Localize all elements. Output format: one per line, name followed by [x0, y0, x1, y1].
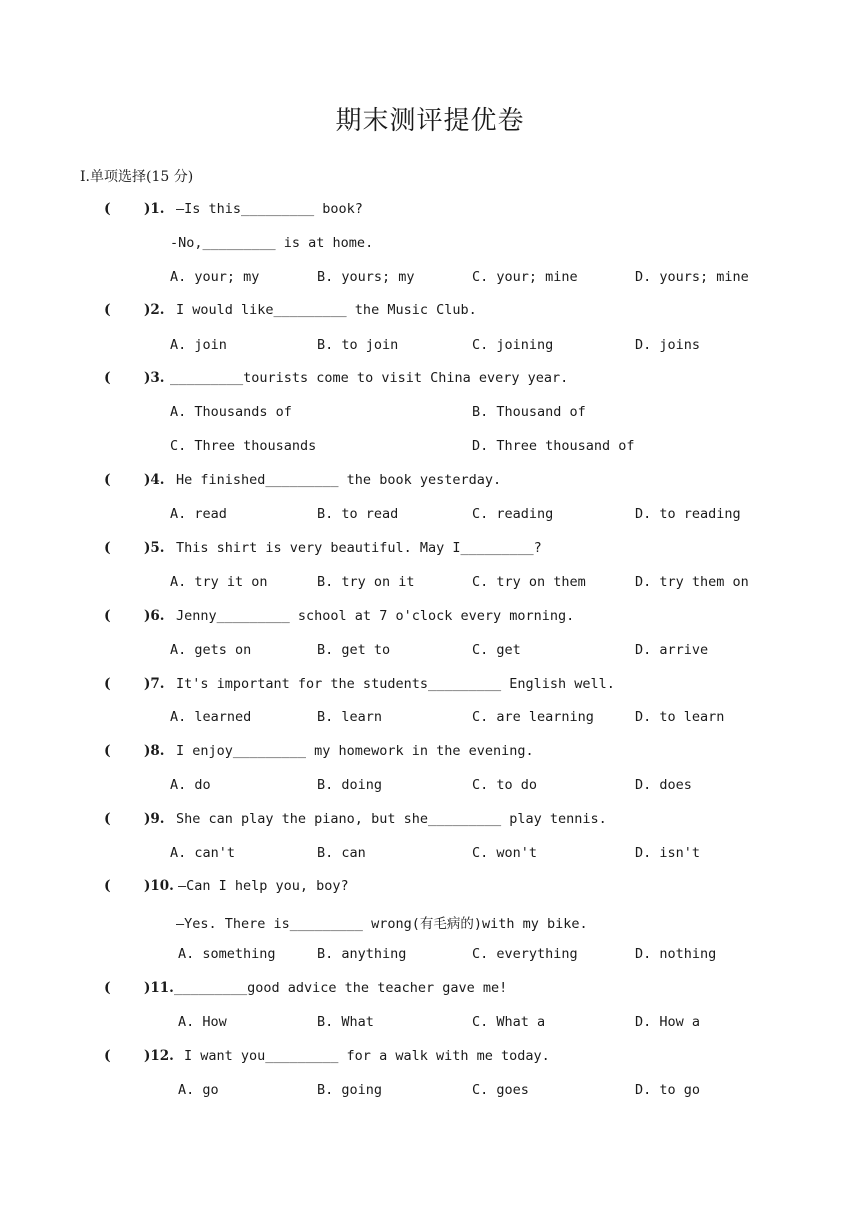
- answer-option[interactable]: B. try on it: [317, 574, 415, 590]
- answer-option[interactable]: A. try it on: [170, 574, 268, 590]
- answer-option[interactable]: D. Three thousand of: [472, 438, 635, 454]
- answer-option[interactable]: D. isn't: [635, 845, 701, 861]
- question-text: He finished_________ the book yesterday.: [176, 472, 502, 488]
- answer-option[interactable]: C. joining: [472, 337, 554, 353]
- answer-option[interactable]: B. to read: [317, 506, 399, 522]
- answer-option[interactable]: A. Thousands of: [170, 404, 292, 420]
- answer-option[interactable]: B. doing: [317, 777, 383, 793]
- answer-option[interactable]: A. join: [170, 337, 227, 353]
- answer-option[interactable]: D. to go: [635, 1082, 701, 1098]
- answer-paren-open: (: [104, 811, 111, 827]
- section-heading: Ⅰ.单项选择(15 分): [80, 169, 194, 185]
- answer-option[interactable]: D. to reading: [635, 506, 741, 522]
- question-number: )8.: [144, 743, 165, 759]
- answer-option[interactable]: A. do: [170, 777, 211, 793]
- answer-paren-open: (: [104, 472, 111, 488]
- answer-option[interactable]: B. to join: [317, 337, 399, 353]
- question-number: )1.: [144, 201, 165, 217]
- answer-paren-open: (: [104, 980, 111, 996]
- question-text: This shirt is very beautiful. May I_________?: [176, 540, 542, 556]
- answer-option[interactable]: B. going: [317, 1082, 383, 1098]
- question-number: )6.: [144, 608, 165, 624]
- answer-option[interactable]: A. can't: [170, 845, 236, 861]
- answer-option[interactable]: C. try on them: [472, 574, 586, 590]
- answer-paren-open: (: [104, 302, 111, 318]
- answer-option[interactable]: C. to do: [472, 777, 538, 793]
- question-number: )4.: [144, 472, 165, 488]
- question-text: —Is this_________ book?: [176, 201, 363, 217]
- question-text: I would like_________ the Music Club.: [176, 302, 477, 318]
- answer-option[interactable]: B. anything: [317, 946, 407, 962]
- answer-option[interactable]: B. learn: [317, 709, 383, 725]
- question-text: _________tourists come to visit China every year.: [170, 370, 569, 386]
- answer-paren-open: (: [104, 743, 111, 759]
- answer-option[interactable]: A. go: [178, 1082, 219, 1098]
- question-number: )7.: [144, 676, 165, 692]
- answer-option[interactable]: A. gets on: [170, 642, 252, 658]
- question-text: She can play the piano, but she_________ play tennis.: [176, 811, 607, 827]
- question-number: )12.: [144, 1048, 174, 1064]
- answer-option[interactable]: D. yours; mine: [635, 269, 749, 285]
- answer-option[interactable]: D. arrive: [635, 642, 709, 658]
- question-number: )2.: [144, 302, 165, 318]
- answer-option[interactable]: C. are learning: [472, 709, 594, 725]
- answer-option[interactable]: C. What a: [472, 1014, 546, 1030]
- answer-option[interactable]: B. can: [317, 845, 366, 861]
- question-text: I enjoy_________ my homework in the evening.: [176, 743, 534, 759]
- answer-option[interactable]: A. read: [170, 506, 227, 522]
- question-text: —Can I help you, boy?: [178, 878, 349, 894]
- question-number: )10.: [144, 878, 174, 894]
- answer-option[interactable]: C. your; mine: [472, 269, 578, 285]
- answer-option[interactable]: A. something: [178, 946, 276, 962]
- answer-option[interactable]: B. yours; my: [317, 269, 415, 285]
- question-text: —Yes. There is_________ wrong(有毛病的)with my bike.: [176, 916, 588, 932]
- answer-paren-open: (: [104, 1048, 111, 1064]
- answer-option[interactable]: B. Thousand of: [472, 404, 586, 420]
- answer-option[interactable]: D. to learn: [635, 709, 725, 725]
- question-text: It's important for the students_________ English well.: [176, 676, 615, 692]
- answer-option[interactable]: C. won't: [472, 845, 538, 861]
- answer-option[interactable]: C. goes: [472, 1082, 529, 1098]
- answer-option[interactable]: C. Three thousands: [170, 438, 317, 454]
- page-title: 期末测评提优卷: [335, 106, 525, 136]
- answer-option[interactable]: B. What: [317, 1014, 374, 1030]
- question-text: -No,_________ is at home.: [170, 235, 374, 251]
- question-number: )3.: [144, 370, 165, 386]
- answer-option[interactable]: D. nothing: [635, 946, 717, 962]
- answer-paren-open: (: [104, 676, 111, 692]
- answer-option[interactable]: C. reading: [472, 506, 554, 522]
- answer-paren-open: (: [104, 540, 111, 556]
- answer-option[interactable]: A. learned: [170, 709, 252, 725]
- answer-option[interactable]: A. your; my: [170, 269, 260, 285]
- answer-option[interactable]: D. joins: [635, 337, 701, 353]
- question-text: I want you_________ for a walk with me today.: [184, 1048, 550, 1064]
- answer-option[interactable]: C. get: [472, 642, 521, 658]
- answer-option[interactable]: D. try them on: [635, 574, 749, 590]
- answer-option[interactable]: B. get to: [317, 642, 391, 658]
- question-number: )5.: [144, 540, 165, 556]
- answer-paren-open: (: [104, 370, 111, 386]
- answer-paren-open: (: [104, 608, 111, 624]
- answer-option[interactable]: C. everything: [472, 946, 578, 962]
- answer-paren-open: (: [104, 878, 111, 894]
- answer-option[interactable]: D. How a: [635, 1014, 701, 1030]
- question-text: _________good advice the teacher gave me!: [174, 980, 508, 996]
- question-text: Jenny_________ school at 7 o'clock every morning.: [176, 608, 575, 624]
- answer-option[interactable]: D. does: [635, 777, 692, 793]
- question-number: )9.: [144, 811, 165, 827]
- answer-option[interactable]: A. How: [178, 1014, 227, 1030]
- question-number: )11.: [144, 980, 174, 996]
- answer-paren-open: (: [104, 201, 111, 217]
